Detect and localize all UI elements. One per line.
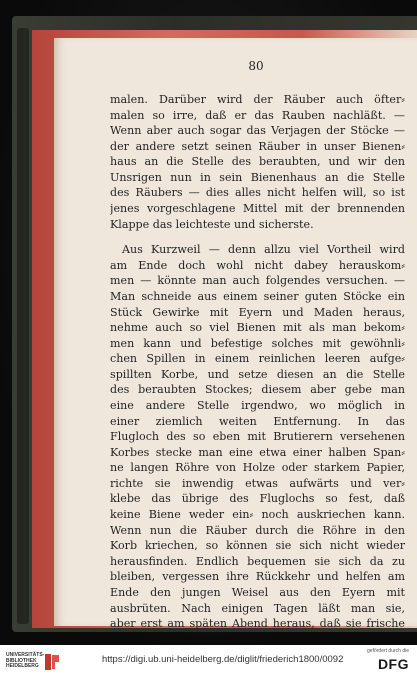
text-line: herausfinden. Endlich bequemen sie sich da zu (110, 554, 405, 568)
text-line: des beraubten Stockes; diesem aber gebe man (110, 383, 405, 397)
heidelberg-logo-icon (44, 653, 60, 671)
text-line: klebe das übrige des Fluglochs so fest, daß (110, 492, 405, 506)
text-line: Wenn nun die Räuber durch die Röhre in den (110, 523, 405, 537)
permalink-url[interactable]: https://digi.ub.uni-heidelberg.de/diglit/friederich1800/0092 (102, 654, 344, 665)
text-line: der andere setzt seinen Räuber in unser Bienen⸗ (110, 139, 405, 153)
text-line: eine andere Stelle irgendwo, wo möglich in (110, 398, 405, 412)
text-line: spillten Korbe, und setze diesen an die Stelle (110, 367, 405, 381)
text-line: Man schneide aus einem seiner guten Stöcke ein (110, 289, 405, 303)
text-line: Korbes stecke man eine etwa einer halben Span⸗ (110, 445, 405, 459)
text-line: am Ende doch wohl nicht dabey herauskom⸗ (110, 258, 405, 272)
text-line: malen so irre, daß er das Rauben nachläßt. — (110, 108, 405, 122)
viewer-footer (0, 645, 417, 677)
text-line: Ende den jungen Weisel aus den Eyern mit (110, 585, 405, 599)
text-line: des Räubers — dies alles nicht helfen will, so ist (110, 186, 405, 200)
text-line: richte sie inwendig etwas aufwärts und ver⸗ (110, 476, 405, 490)
text-line: malen. Darüber wird der Räuber auch öfter⸗ (110, 93, 405, 106)
text-line: Aus Kurzweil — denn allzu viel Vortheil wird (122, 243, 405, 257)
library-logo-text (6, 653, 44, 670)
text-line: haus an die Stelle des beraubten, und wir den (110, 155, 405, 169)
text-line: Wenn aber auch sogar das Verjagen der Stöcke — (110, 124, 405, 138)
library-logo-line: BIBLIOTHEK (6, 657, 37, 664)
text-line: Stück Gewirke mit Eyern und Maden heraus, (110, 305, 405, 319)
text-line: ausbrüten. Nach einigen Tagen läßt man sie, (110, 601, 405, 615)
text-line: Flugloch des so eben mit Brutierern versehenen (110, 430, 405, 444)
text-line: men — könnte man auch folgendes versuchen. — (110, 274, 405, 288)
page-text (110, 92, 405, 632)
text-line: jenes vorgeschlagene Mittel mit der brennenden (110, 202, 405, 216)
text-line: nehme auch so viel Bienen mit als man bekom⸗ (110, 321, 405, 335)
text-line: chen Spillen in einem reinlichen leeren aufge⸗ (110, 352, 405, 366)
funder-label: gefördert durch die (367, 648, 409, 654)
text-line: Unsrigen nun in sein Bienenhaus an die Stelle (110, 170, 405, 184)
dfg-logo: DFG (377, 656, 409, 672)
library-logo-line: HEIDELBERG (6, 663, 39, 670)
text-line: ne langen Röhre von Holze oder starkem Papier, (110, 461, 405, 475)
text-line: aber erst am späten Abend heraus, daß sie frische (110, 617, 405, 631)
page-number: 80 (248, 59, 264, 73)
text-line: einer ziemlich weiten Entfernung. In das (110, 414, 405, 428)
text-line: men kann und befestige solches mit gewöhnli⸗ (110, 336, 405, 350)
text-line: keine Biene weder ein⸗ noch auskriechen kann. (110, 508, 405, 522)
book-spine-edge (17, 28, 29, 624)
text-line: Klappe das leichteste und sicherste. (110, 217, 314, 231)
library-logo-line: UNIVERSITÄTS- (6, 652, 45, 658)
text-line: bleiben, vergessen ihre Rückkehr und helfen am (110, 570, 405, 584)
text-line: Korb kriechen, so können sie sich nicht wieder (110, 539, 405, 553)
